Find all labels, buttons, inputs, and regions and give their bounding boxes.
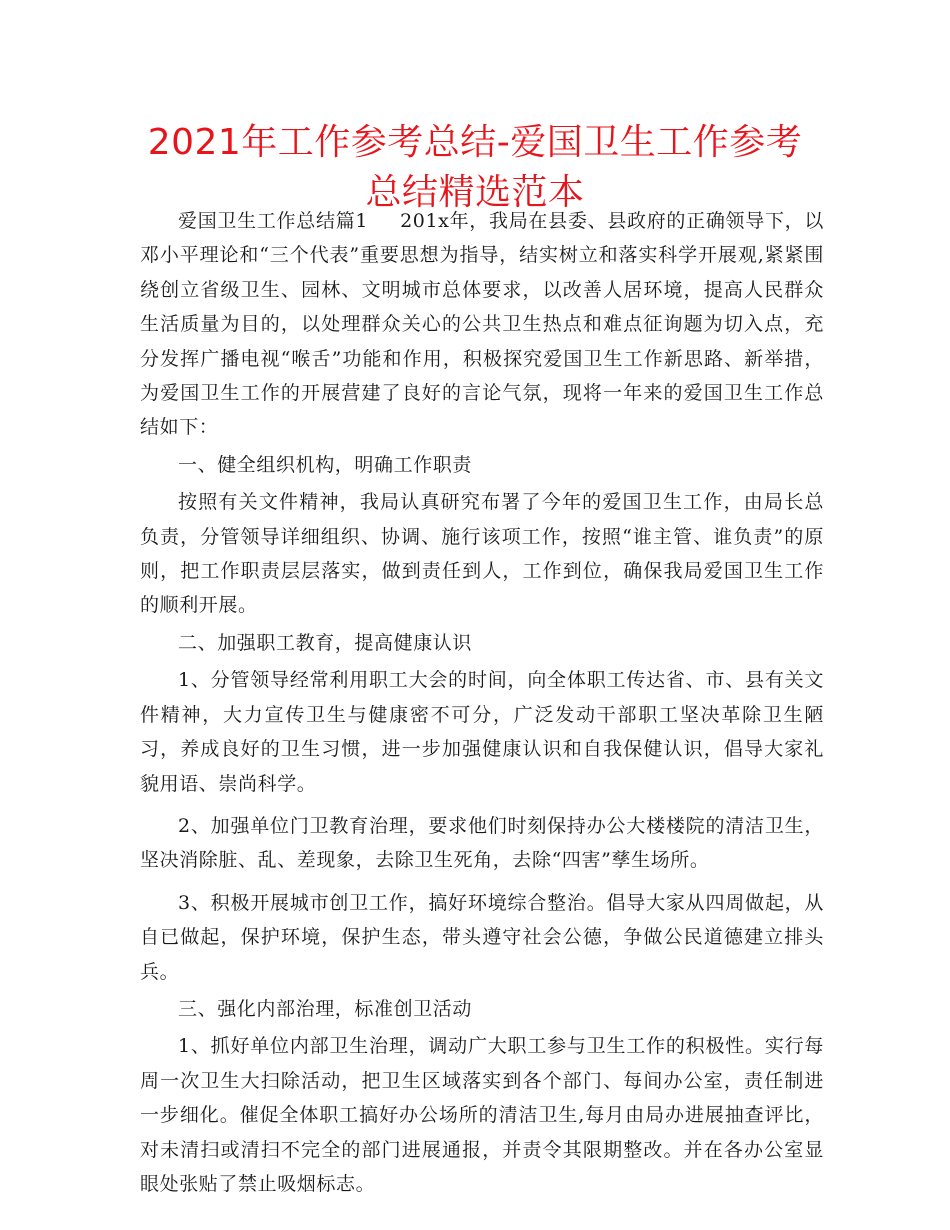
paragraph: 3、积极开展城市创卫工作，搞好环境综合整治。倡导大家从四周做起，从自已做起，保护环境，保护生态，带头遵守社会公德，争做公民道德建立排头兵。: [140, 891, 824, 983]
paragraph: 1、分管领导经常利用职工大会的时间，向全体职工传达省、市、县有关文件精神，大力宣传卫生与健康密不可分，广泛发动干部职工坚决革除卫生陋习，养成良好的卫生习惯，进一步加强健康认识和自我保健认识，倡导大家礼貌用语、崇尚科学。: [140, 669, 824, 795]
paragraph: 2、加强单位门卫教育治理，要求他们时刻保持办公大楼楼院的清洁卫生，坚决消除脏、乱、差现象，去除卫生死角，去除“四害”孳生场所。: [140, 814, 824, 872]
section-heading-1: 一、健全组织机构，明确工作职责: [178, 453, 473, 476]
intro-paragraph: [140, 204, 824, 445]
paragraph: 1、抓好单位内部卫生治理，调动广大职工参与卫生工作的积极性。实行每周一次卫生大扫除活动，把卫生区域落实到各个部门、每间办公室，责任制进一步细化。催促全体职工搞好办公场所的清洁卫生,每月由局办进展抽查评比，对未清扫或清扫不完全的部门进展通报，并责令其限期整改。并在各办公室显眼处张贴了禁止吸烟标志。: [140, 1035, 824, 1195]
intro-label: 爱国卫生工作总结篇1: [178, 210, 369, 232]
document-title: 2021年工作参考总结-爱国卫生工作参考总结精选范本: [147, 122, 803, 213]
section-heading-3: 三、强化内部治理，标准创卫活动: [178, 997, 473, 1020]
intro-text: 201x年，我局在县委、县政府的正确领导下，以邓小平理论和“三个代表”重要思想为指导，结实树立和落实科学开展观,紧紧围绕创立省级卫生、园林、文明城市总体要求，以改善人居环境，提高人民群众生活质量为目的，以处理群众关心的公共卫生热点和难点征询题为切入点，充分发挥广播电视“喉舌”功能和作用，积极探究爱国卫生工作新思路、新举措，为爱国卫生工作的开展营建了良好的言论气氛，现将一年来的爱国卫生工作总结如下：: [140, 210, 824, 439]
section-heading-2: 二、加强职工教育，提高健康认识: [178, 631, 473, 654]
document-body: [140, 204, 824, 1201]
paragraph: 按照有关文件精神，我局认真研究布署了今年的爱国卫生工作，由局长总负责，分管领导详细组织、协调、施行该项工作，按照“谁主管、谁负责”的原则，把工作职责层层落实，做到责任到人，工作到位，确保我局爱国卫生工作的顺利开展。: [140, 491, 824, 617]
